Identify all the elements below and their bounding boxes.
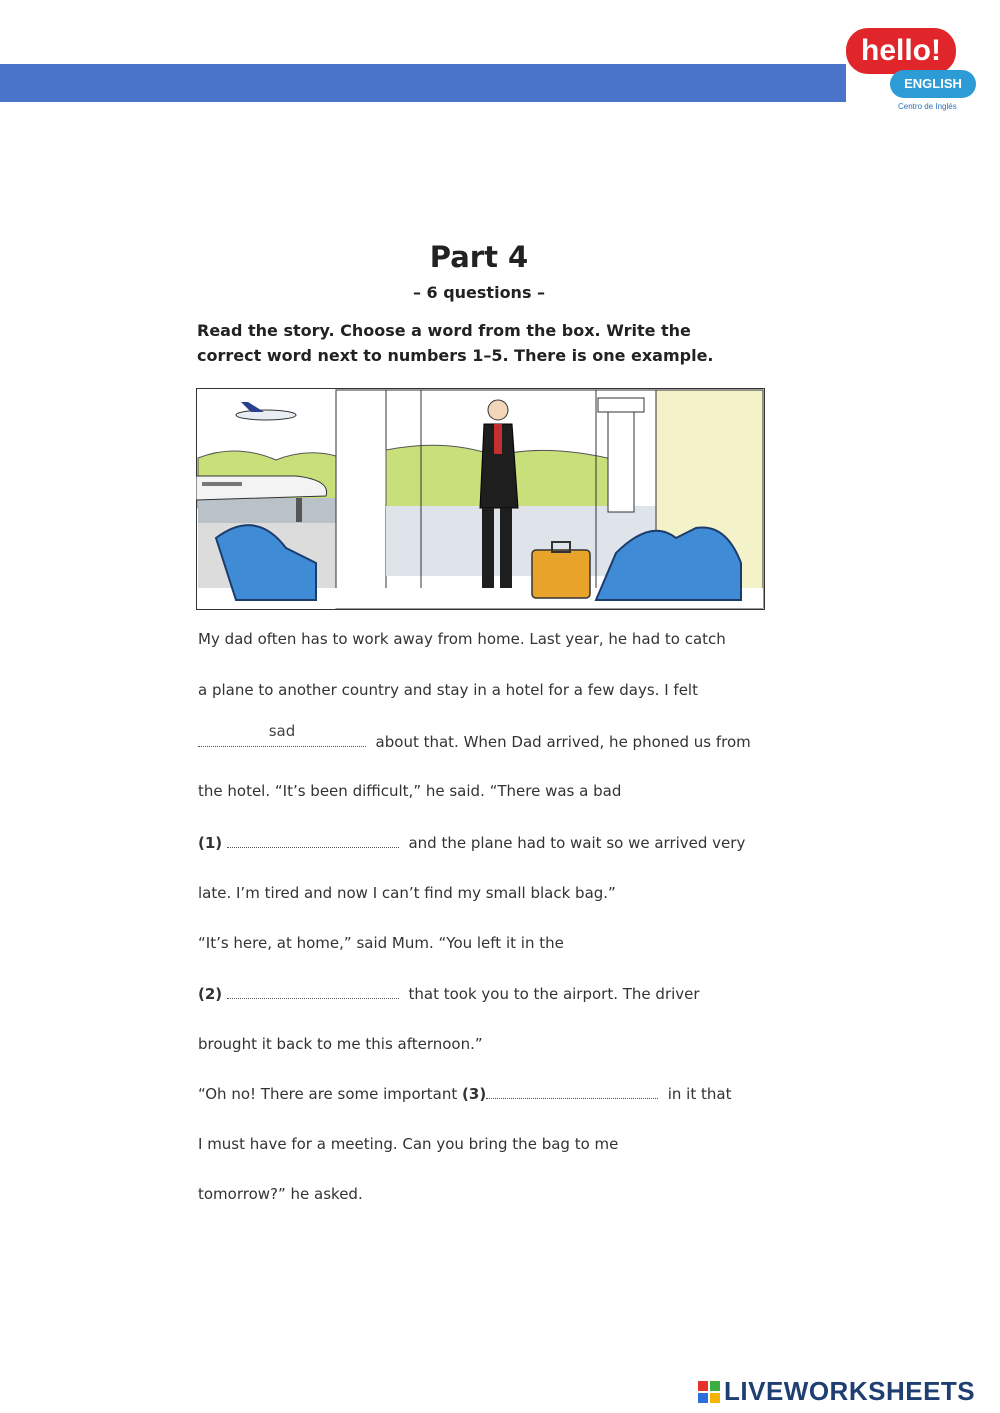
question-3-label: (3) (462, 1085, 487, 1103)
answer-3-input[interactable] (486, 1084, 658, 1099)
story-line-10-text: “Oh no! There are some important (198, 1085, 458, 1103)
story-line-2: a plane to another country and stay in a hotel for a few days. I felt (198, 681, 698, 699)
story-line-5-text: and the plane had to wait so we arrived very (408, 834, 746, 852)
example-blank (198, 722, 366, 747)
story-line-7: “It’s here, at home,” said Mum. “You left it in the (198, 934, 564, 952)
answer-2-input[interactable] (227, 984, 399, 999)
suitcase-icon (532, 542, 590, 598)
airport-lounge-illustration (196, 388, 765, 610)
story-line-12: tomorrow?” he asked. (198, 1185, 363, 1203)
instructions: Read the story. Choose a word from the box. Write the correct word next to numbers 1–5. There is one example. (197, 321, 714, 365)
logo-hello-text: hello! (846, 28, 956, 74)
liveworksheets-brand[interactable]: LIVEWORKSHEETS (724, 1376, 976, 1406)
question-1-label: (1) (198, 834, 223, 852)
story-line-11: I must have for a meeting. Can you bring the bag to me (198, 1135, 619, 1153)
story-line-10 (198, 1084, 731, 1103)
answer-1-input[interactable] (227, 833, 399, 848)
story-line-8-text: that took you to the airport. The driver (408, 985, 700, 1003)
page-title: Part 4 (429, 240, 529, 274)
liveworksheets-icon (698, 1381, 720, 1403)
story-line-3-text: about that. When Dad arrived, he phoned us from (375, 733, 751, 751)
logo-english-text: ENGLISH (890, 70, 976, 98)
story-line-4: the hotel. “It’s been difficult,” he said. “There was a bad (198, 782, 622, 800)
story-line-9: brought it back to me this afternoon.” (198, 1035, 483, 1053)
story-line-5 (198, 833, 745, 852)
example-answer: sad (268, 722, 296, 740)
page-subtitle: – 6 questions – (412, 283, 546, 302)
logo-tagline: Centro de Inglés (898, 102, 957, 111)
story-line-8 (198, 984, 700, 1003)
header-bar (0, 64, 846, 102)
story-line-3 (198, 722, 751, 751)
question-2-label: (2) (198, 985, 223, 1003)
hello-english-logo (838, 26, 998, 116)
story-line-1: My dad often has to work away from home. Last year, he had to catch (198, 630, 726, 648)
story-line-10-end: in it that (667, 1085, 732, 1103)
story-line-6: late. I’m tired and now I can’t find my small black bag.” (198, 884, 616, 902)
